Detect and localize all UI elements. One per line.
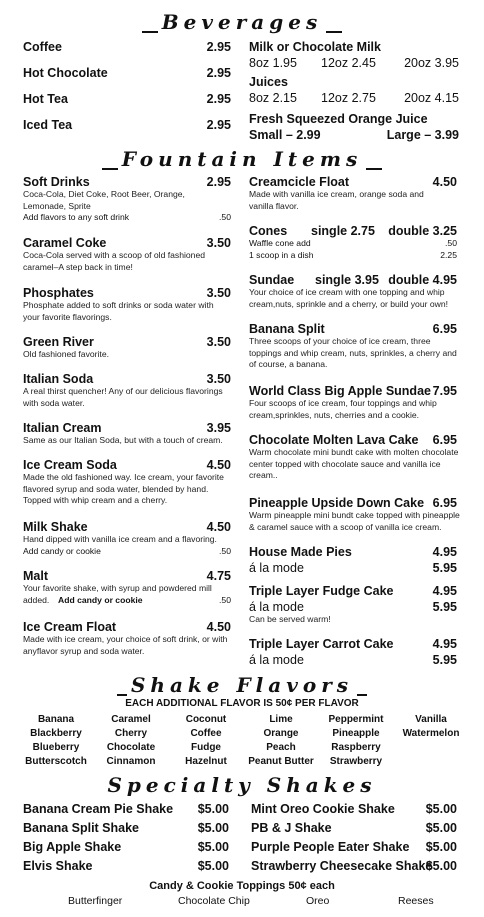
shake-flavors-banner [0, 673, 484, 699]
malt-addon: Add candy or cookie .50 [58, 595, 231, 605]
flavor-column-3 [166, 713, 246, 769]
flavor-item: Cherry [114, 728, 148, 739]
green-river-desc: Old fashioned favorite. [23, 349, 109, 359]
flavor-column-4 [241, 713, 321, 769]
flavor-item: Vanilla [415, 714, 447, 725]
fountain-banner [0, 147, 484, 173]
specialty-banner [0, 773, 484, 799]
lava-cake-desc: Warm chocolate mini bundt cake with molten chocolate center topped with chocolate sauce and vanilla ice cream.. [249, 447, 459, 480]
topping-item: Chocolate Chip [178, 895, 250, 907]
soft-drinks-desc: Coca-Cola, Diet Coke, Root Beer, Orange, Lemonade, Sprite [23, 189, 185, 211]
flavor-item: Peanut Butter [248, 756, 314, 767]
flavor-column-6 [391, 713, 471, 741]
sundae-desc: Your choice of ice cream with one topping and whip cream,nuts, sprinkle and a cherry, or build your own! [249, 287, 449, 309]
flavor-item: Hazelnut [185, 756, 227, 767]
pineapple-cake-desc: Warm pineapple mini bundt cake topped with pineapple & caramel sauce with a scoop of vanilla ice cream. [249, 510, 460, 532]
flavor-item: Peppermint [328, 714, 384, 725]
flavor-item: Coconut [185, 714, 227, 725]
cones-addon-dish: 1 scoop in a dish 2.25 [249, 250, 457, 260]
beverages-heading: Beverages [158, 10, 326, 34]
cones-addon-waffle: Waffle cone add .50 [249, 238, 457, 248]
ice-cream-float-desc: Made with ice cream, your choice of soft drink, or with anyflavor syrup and soda water. [23, 634, 228, 656]
fudge-cake-note: Can be served warm! [249, 614, 331, 624]
flavor-item: Butterscotch [25, 756, 87, 767]
flavor-item: Caramel [111, 714, 151, 725]
caramel-coke-desc: Coca-Cola served with a scoop of old fashioned caramel–A step back in time! [23, 250, 206, 272]
flavor-item: Raspberry [331, 742, 381, 753]
italian-soda-desc: A real thirst quencher! Any of our delicious flavorings with soda water. [23, 386, 223, 408]
flavor-item: Banana [37, 714, 75, 725]
italian-cream-desc: Same as our Italian Soda, but with a touch of cream. [23, 435, 223, 445]
toppings-note: Candy & Cookie Toppings 50¢ each [149, 880, 335, 892]
flavor-item: Coffee [190, 728, 222, 739]
malt-desc: Your favorite shake, with syrup and powdered mill added. [23, 583, 212, 605]
topping-item: Oreo [306, 895, 330, 907]
milk-shake-desc: Hand dipped with vanilla ice cream and a flavoring. [23, 534, 217, 544]
soft-drinks-addon: Add flavors to any soft drink .50 [23, 212, 231, 222]
milk-shake-addon: Add candy or cookie .50 [23, 546, 231, 556]
flavor-item: Blueberry [32, 742, 80, 753]
flavor-column-2 [91, 713, 171, 769]
beverages-banner [0, 10, 484, 36]
flavor-item: Cinnamon [106, 756, 156, 767]
specialty-heading: Specialty Shakes [103, 773, 380, 797]
fountain-heading: Fountain Items [118, 147, 367, 171]
flavor-item: Chocolate [106, 742, 156, 753]
creamcicle-desc: Made with vanilla ice cream, orange soda and vanilla flavor. [249, 189, 424, 211]
flavor-column-5 [316, 713, 396, 769]
flavor-item: Blackberry [30, 728, 82, 739]
shake-flavors-heading: Shake Flavors [127, 673, 357, 697]
flavor-column-1 [16, 713, 96, 769]
banana-split-desc: Three scoops of your choice of ice cream, three toppings and whip cream, nuts, sprinkles, a cherry and of course, a banana. [249, 336, 457, 369]
topping-item: Butterfinger [68, 895, 123, 907]
phosphates-desc: Phosphate added to soft drinks or soda water with your favorite flavorings. [23, 300, 214, 322]
flavor-item: Orange [263, 728, 299, 739]
flavor-item: Strawberry [329, 756, 383, 767]
flavor-item: Watermelon [402, 728, 460, 739]
topping-item: Reeses [398, 895, 434, 907]
flavor-item: Fudge [191, 742, 221, 753]
flavor-item: Pineapple [332, 728, 380, 739]
flavor-item: Lime [269, 714, 293, 725]
flavor-item: Peach [266, 742, 296, 753]
big-apple-desc: Four scoops of ice cream, four toppings and whip cream,sprinkles, nuts, cherries and a cookie. [249, 398, 437, 420]
flavor-note: EACH ADDITIONAL FLAVOR IS 50¢ PER FLAVOR [125, 698, 359, 709]
ice-cream-soda-desc: Made the old fashioned way. Ice cream, your favorite flavored syrup and soda water, blended by hand. Topped with whip cream and a cherry. [23, 472, 224, 505]
